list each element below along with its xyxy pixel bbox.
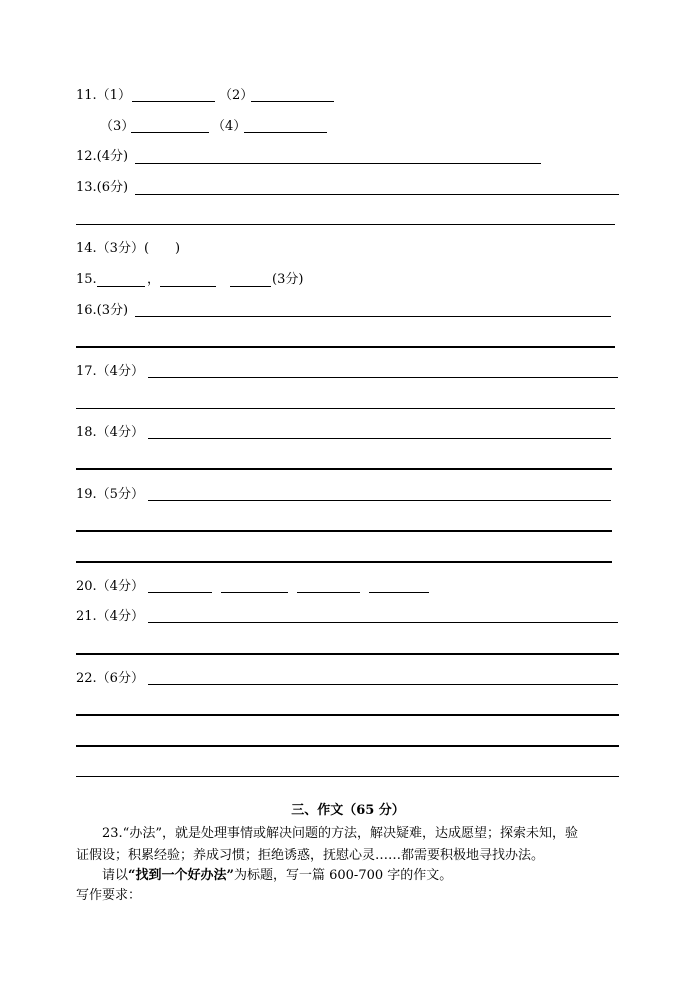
q15-comma: ， (147, 272, 161, 287)
q22-answer-line-3[interactable] (76, 745, 619, 747)
q17-label: 17.（4分） (76, 364, 144, 379)
q20-blank-4[interactable] (369, 592, 429, 593)
q16-answer-line-2[interactable] (76, 346, 615, 348)
q19-answer-line[interactable] (148, 500, 611, 501)
q17-answer-line[interactable] (148, 377, 618, 378)
essay-prompt-line-1: 23.“办法”，就是处理事情或解决问题的方法，解决疑难，达成愿望；探索未知，验 (102, 826, 578, 841)
q15-blank-2[interactable] (160, 286, 216, 287)
q14-label: 14.（3分）( ) (76, 241, 181, 256)
q15-score: (3分) (272, 272, 304, 287)
q11-blank-3[interactable] (131, 132, 209, 133)
q16-label: 16.(3分) (76, 303, 129, 318)
q16-answer-line[interactable] (135, 316, 611, 317)
q15-blank-3[interactable] (230, 286, 271, 287)
q20-label: 20.（4分） (76, 579, 144, 594)
q12-answer-line[interactable] (135, 163, 541, 164)
q20-blank-3[interactable] (297, 592, 360, 593)
essay-instruction (76, 865, 626, 887)
q22-answer-line[interactable] (148, 684, 618, 685)
q18-answer-line[interactable] (148, 438, 611, 439)
q19-answer-line-3[interactable] (76, 561, 612, 563)
q22-label: 22.（6分） (76, 671, 144, 686)
essay-instruction-post: 为标题，写一篇 600-700 字的作文。 (233, 868, 453, 883)
q11-part2-label: （2） (219, 88, 254, 103)
essay-section-heading: 三、作文（65 分） (291, 803, 405, 818)
q17-answer-line-2[interactable] (76, 408, 615, 409)
essay-title: “找到一个好办法” (128, 868, 234, 883)
essay-requirements-label: 写作要求： (76, 888, 142, 903)
q19-answer-line-2[interactable] (76, 530, 612, 532)
q13-answer-line-2[interactable] (76, 224, 615, 225)
q22-answer-line-4[interactable] (76, 776, 619, 777)
q18-label: 18.（4分） (76, 425, 144, 440)
q21-answer-line[interactable] (148, 622, 618, 623)
essay-instruction-pre: 请以 (102, 868, 129, 883)
q12-label: 12.(4分) (76, 149, 129, 164)
q20-blank-2[interactable] (221, 592, 288, 593)
q11-part3-label: （3） (100, 119, 135, 134)
q11-blank-4[interactable] (244, 132, 327, 133)
q13-label: 13.(6分) (76, 180, 129, 195)
q21-answer-line-2[interactable] (76, 653, 619, 655)
q15-blank-1[interactable] (97, 286, 145, 287)
q22-answer-line-2[interactable] (76, 714, 619, 716)
q21-label: 21.（4分） (76, 609, 144, 624)
q18-answer-line-2[interactable] (76, 468, 612, 470)
q20-blank-1[interactable] (148, 592, 212, 593)
q15-label: 15. (76, 272, 97, 287)
q11-label: 11.（1） (76, 88, 131, 103)
q11-part4-label: （4） (212, 119, 247, 134)
q13-answer-line[interactable] (135, 194, 619, 195)
q11-blank-1[interactable] (132, 101, 215, 102)
q11-blank-2[interactable] (251, 101, 334, 102)
essay-prompt-line-2: 证假设；积累经验；养成习惯；拒绝诱惑，抚慰心灵……都需要积极地寻找办法。 (76, 848, 545, 863)
q19-label: 19.（5分） (76, 487, 144, 502)
